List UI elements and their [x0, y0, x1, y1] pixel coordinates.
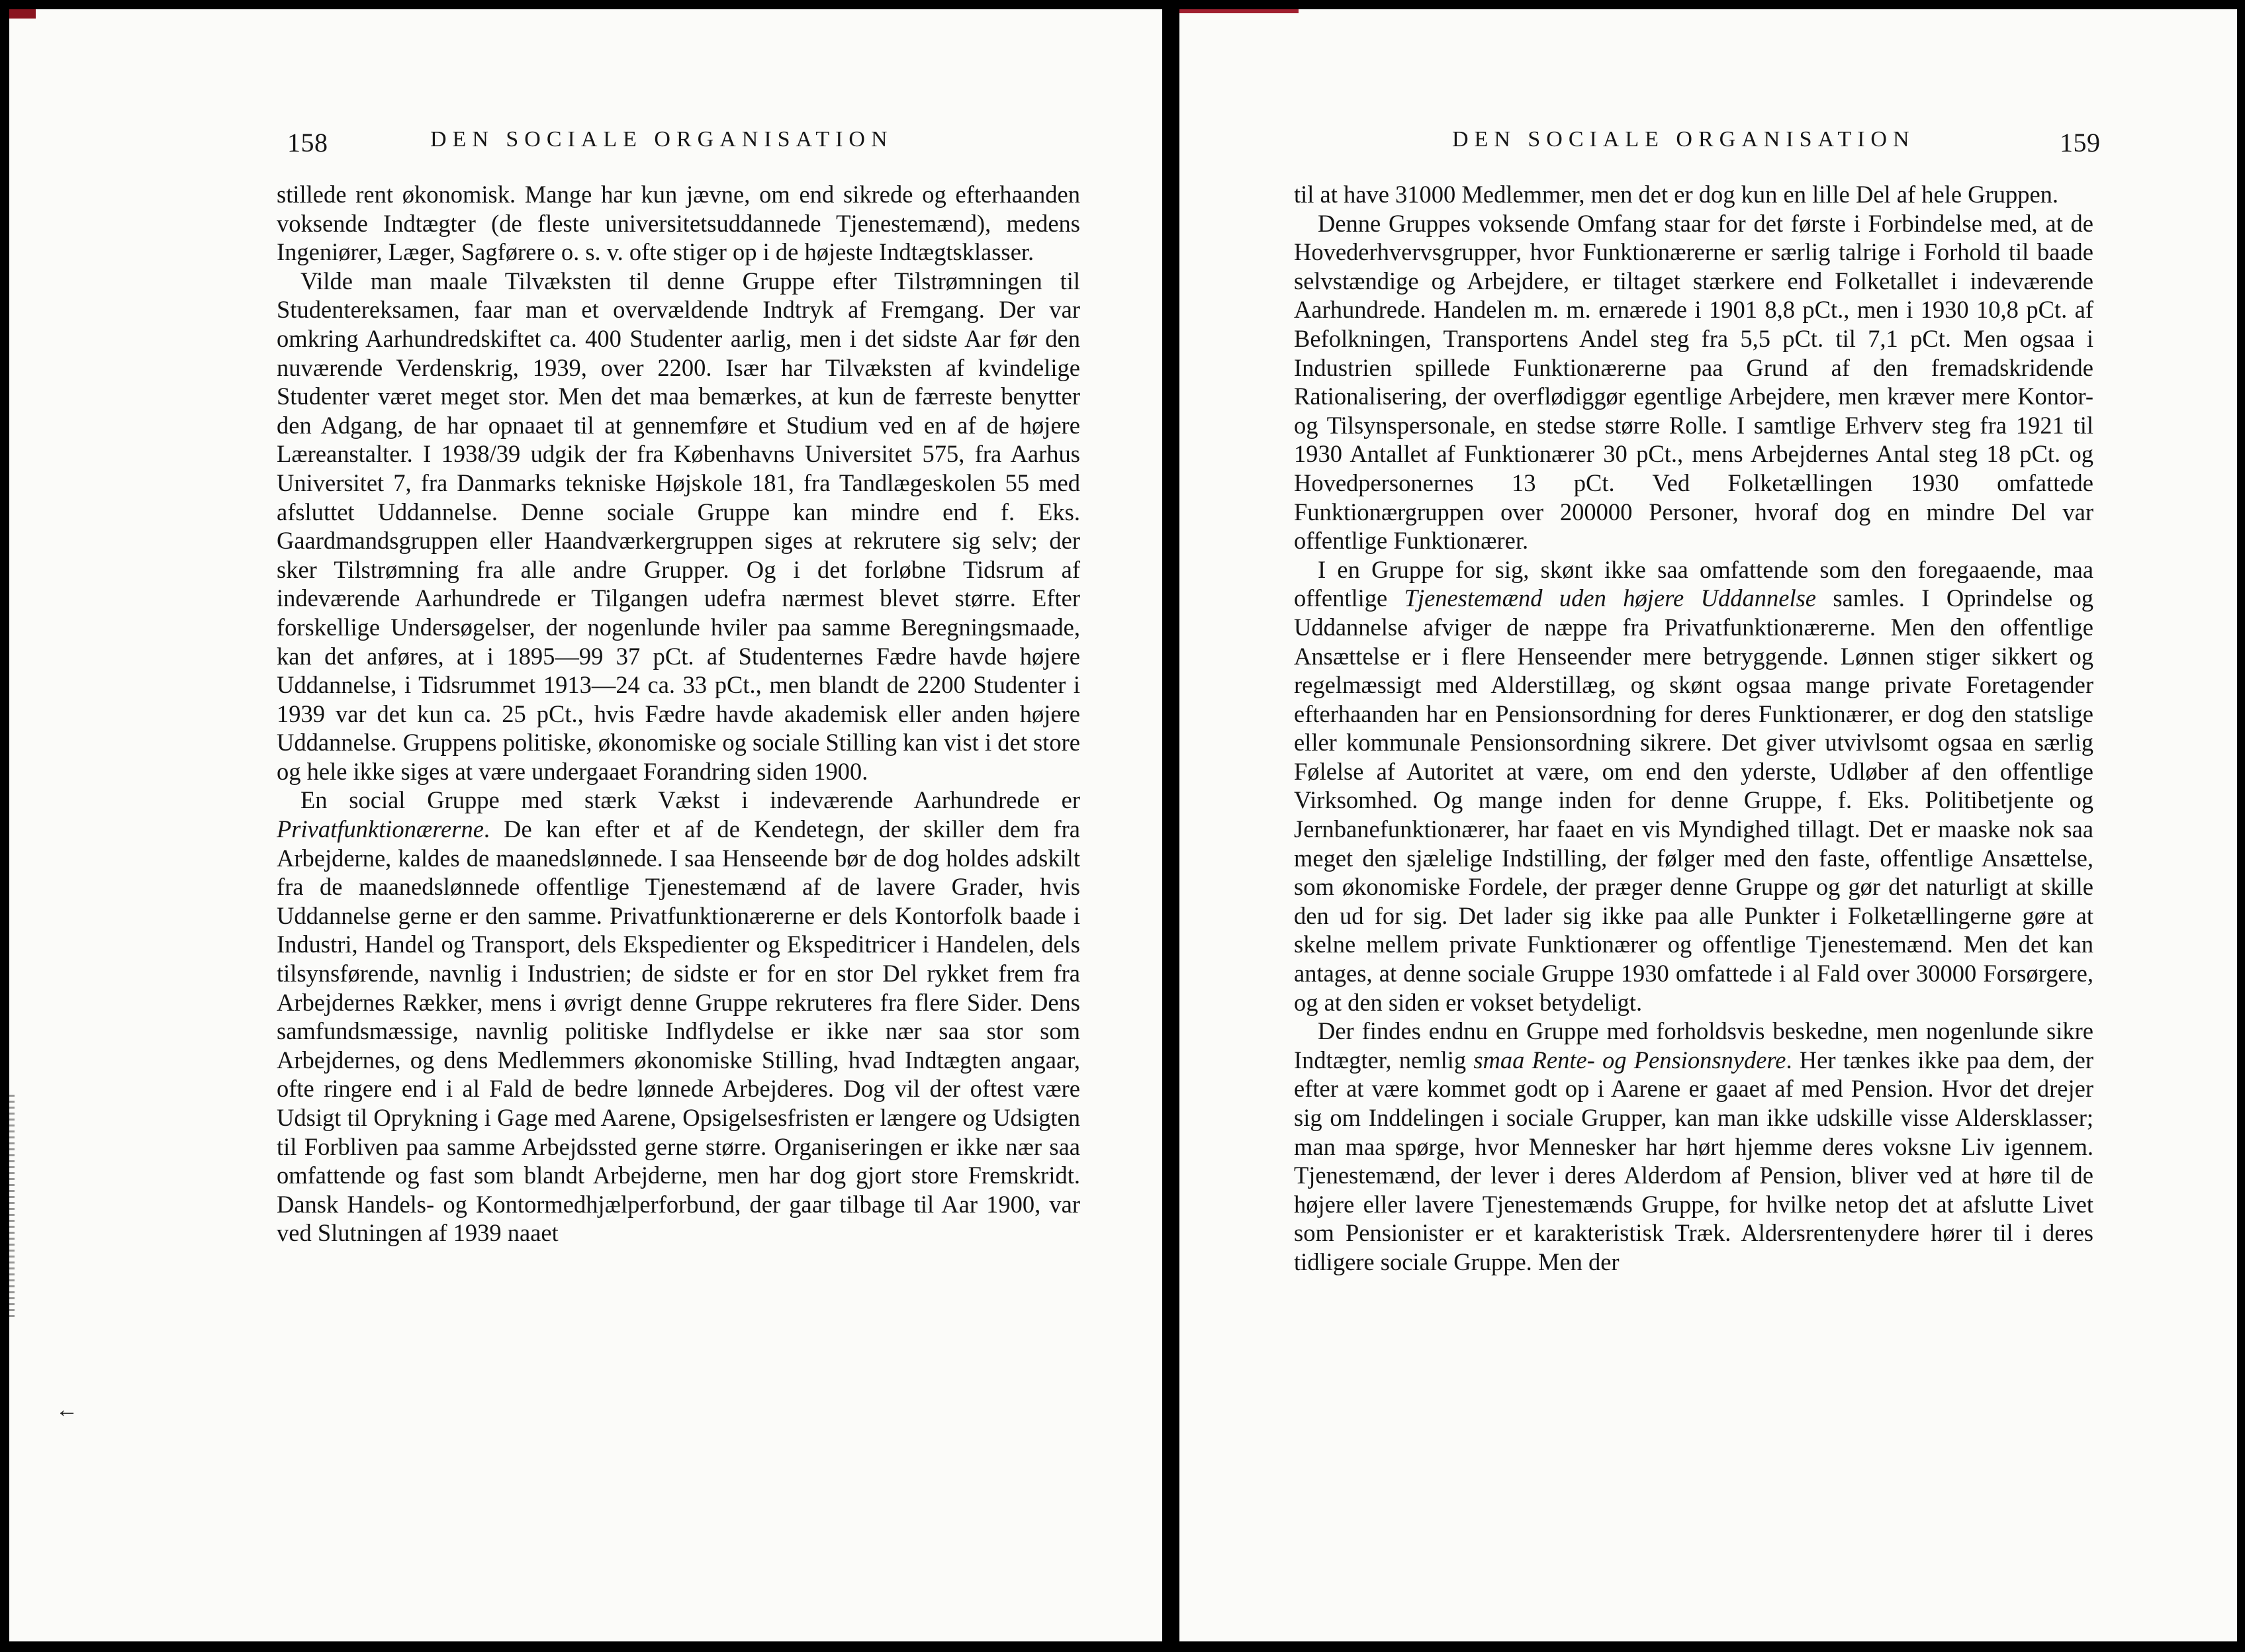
- left-book-page: [9, 9, 1162, 1641]
- right-book-page: [1179, 9, 2237, 1641]
- body-text: [1294, 180, 2093, 1277]
- binding-mark: [1179, 9, 1299, 13]
- paragraph: Denne Gruppes voksende Omfang staar for det første i Forbindelse med, at de Hovederhvervsgrupper, hvor Funktionærerne er særlig talrige i Forhold til baade selvstændige og Arbejdere, er tiltaget stærkere end Folketallet i indeværende Aarhundrede. Handelen m. m. ernærede i 1901 8,8 pCt., men i 1930 10,8 pCt. af Befolkningen, Transportens Andel steg fra 5,5 pCt. til 7,1 pCt. Men ogsaa i Industrien spillede Funktionærerne paa Grund af den fremadskridende Rationalisering, der overflødiggør egentlige Arbejdere, men kræver mere Kontor- og Tilsynspersonale, en stedse større Rolle. I samtlige Erhverv steg fra 1921 til 1930 Antallet af Funktionærer 30 pCt., mens Arbejdernes Antal steg 18 pCt. og Hovedpersonernes 13 pCt. Ved Folketællingen 1930 omfattede Funktionærgruppen over 200000 Personer, hvoraf dog en mindre Del var offentlige Funktionærer.: [1294, 209, 2093, 555]
- paragraph: stillede rent økonomisk. Mange har kun jævne, om end sikrede og efterhaanden voksende Indtægter (de fleste universitetsuddannede Tjenestemænd), medens Ingeniører, Læger, Sagførere o. s. v. ofte stiger op i de højeste Indtægtsklasser.: [277, 181, 1080, 266]
- running-title: DEN SOCIALE ORGANISATION: [430, 127, 893, 152]
- paragraph: I en Gruppe for sig, skønt ikke saa omfattende som den foregaaende, maa offentlige Tjenestemænd uden højere Uddannelse samles. I Oprindelse og Uddannelse afviger de næppe fra Privatfunktionærerne. Men den offentlige Ansættelse er i flere Henseender mere betryggende. Lønnen stiger sikkert og regelmæssigt med Alderstillæg, og skønt ogsaa mange private Foretagender efterhaanden har en Pensionsordning for deres Funktionærer, er dog den statslige eller kommunale Pensionsordning sikrere. Det giver utvivlsomt ogsaa en særlig Følelse af Autoritet at være, om end den yderste, Udløber af den offentlige Virksomhed. Og mange inden for denne Gruppe, f. Eks. Politibetjente og Jernbanefunktionærer, har faaet en vis Myndighed tillagt. Det er maaske nok saa meget den sjælelige Indstilling, der følger med den faste, offentlige Ansættelse, som økonomiske Fordele, der præger denne Gruppe og gør det naturligt at skille den ud for sig. Det lader sig ikke paa alle Punkter i Folketællingerne gøre at skelne mellem private Funktionærer og offentlige Tjenestemænd. Men det kan antages, at denne sociale Gruppe 1930 omfattede i al Fald over 30000 Forsørgere, og at den siden er vokset betydeligt.: [1294, 555, 2093, 1016]
- page-edge-marks: [9, 1095, 15, 1320]
- body-text: [277, 180, 1080, 1248]
- binding-mark: [9, 9, 36, 19]
- page-number: 158: [287, 128, 328, 158]
- running-title: DEN SOCIALE ORGANISATION: [1452, 127, 1915, 152]
- emphasized-term: Privatfunktionærerne: [277, 815, 484, 843]
- paragraph: Vilde man maale Tilvæksten til denne Gruppe efter Tilstrømningen til Studentereksamen, faar man et overvældende Indtryk af Fremgang. Der var omkring Aarhundredskiftet ca. 400 Studenter aarlig, men i det sidste Aar før den nuværende Verdenskrig, 1939, over 2200. Især har Tilvæksten af kvindelige Studenter været meget stor. Men det maa bemærkes, at kun de færreste benytter den Adgang, de har opnaaet til at gennemføre et Studium ved en af de højere Læreanstalter. I 1938/39 udgik der fra Københavns Universitet 575, fra Aarhus Universitet 7, fra Danmarks tekniske Højskole 181, fra Tandlægeskolen 55 med afsluttet Uddannelse. Denne sociale Gruppe kan mindre end f. Eks. Gaardmandsgruppen eller Haandværkergruppen siges at rekrutere sig selv; der sker Tilstrømning fra alle andre Grupper. Og i det forløbne Tidsrum af indeværende Aarhundrede er Tilgangen udefra nærmest blevet større. Efter forskellige Undersøgelser, der nogenlunde hviler paa samme Beregningsmaade, kan det anføres, at i 1895—99 37 pCt. af Studenternes Fædre havde højere Uddannelse, i Tidsrummet 1913—24 ca. 33 pCt., men blandt de 2200 Studenter i 1939 var det kun ca. 25 pCt., hvis Fædre havde akademisk eller anden højere Uddannelse. Gruppens politiske, økonomiske og sociale Stilling kan vist i det store og hele ikke siges at være undergaaet Forandring siden 1900.: [277, 267, 1080, 785]
- paragraph: En social Gruppe med stærk Vækst i indeværende Aarhundrede er Privatfunktionærerne. De kan efter et af de Kendetegn, der skiller dem fra Arbejderne, kaldes de maanedslønnede. I saa Henseende bør de dog holdes adskilt fra de maanedslønnede offentlige Tjenestemænd af de lavere Grader, hvis Uddannelse gerne er den samme. Privatfunktionærerne er dels Kontorfolk baade i Industri, Handel og Transport, dels Ekspedienter og Ekspeditricer i Handelen, dels tilsynsførende, navnlig i Industrien; de sidste er for en stor Del rykket frem fra Arbejdernes Rækker, mens i øvrigt denne Gruppe rekruteres fra flere Sider. Dens samfundsmæssige, navnlig politiske Indflydelse er ikke nær saa stor som Arbejdernes, og dens Medlemmers økonomiske Stilling, hvad Indtægten angaar, ofte ringere end i al Fald de bedre lønnede Arbejderes. Dog vil der oftest være Udsigt til Oprykning i Gage med Aarene, Opsigelsesfristen er længere og Udsigten til Forbliven paa samme Arbejdssted gerne større. Organiseringen er ikke nær saa omfattende og fast som blandt Arbejderne, men har dog gjort store Fremskridt. Dansk Handels- og Kontormedhjælperforbund, der gaar tilbage til Aar 1900, var ved Slutningen af 1939 naaet: [277, 786, 1080, 1247]
- paragraph: Der findes endnu en Gruppe med forholdsvis beskedne, men nogenlunde sikre Indtægter, nemlig smaa Rente- og Pensionsnydere. Her tænkes ikke paa dem, der efter at være kommet godt op i Aarene er gaaet af med Pension. Hvor det drejer sig om Inddelingen i sociale Grupper, kan man ikke udskille visse Aldersklasser; man maa spørge, hvor Mennesker har hørt hjemme deres voksne Liv igennem. Tjenestemænd, der lever i deres Alderdom af Pension, bliver ved at høre til de højere eller lavere Tjenestemænds Gruppe, for hvilke netop det at afslutte Livet som Pensionister er et karakteristisk Træk. Aldersrentenydere hører til i deres tidligere sociale Gruppe. Men der: [1294, 1017, 2093, 1275]
- margin-arrow-icon: ←: [56, 1398, 78, 1422]
- emphasized-term: Tjenestemænd uden højere Uddannelse: [1404, 584, 1816, 612]
- paragraph: til at have 31000 Medlemmer, men det er dog kun en lille Del af hele Gruppen.: [1294, 181, 2059, 208]
- page-number: 159: [2060, 128, 2101, 158]
- emphasized-term: smaa Rente- og Pensionsnydere: [1473, 1046, 1786, 1074]
